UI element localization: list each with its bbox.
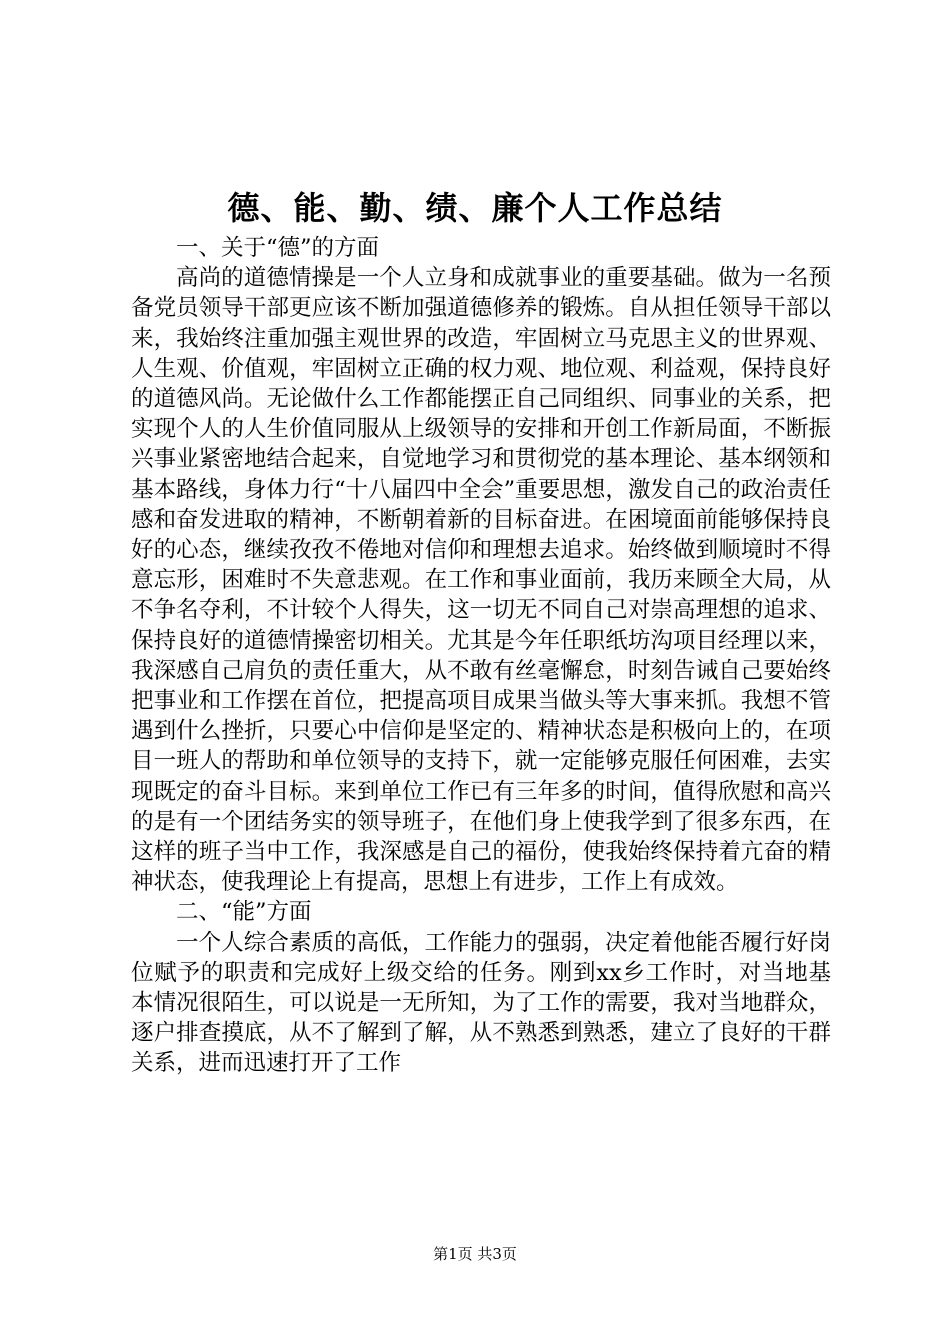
paragraph-neng: 一个人综合素质的高低，工作能力的强弱，决定着他能否履行好岗位赋予的职责和完成好上级交给的任务。刚到xx乡工作时，对当地基本情况很陌生，可以说是一无所知，为了工作的需要，我对当地群众，逐户排查摸底，从不了解到了解，从不熟悉到熟悉，建立了良好的干群关系，进而迅速打开了工作 <box>131 929 831 1077</box>
paragraph-de: 高尚的道德情操是一个人立身和成就事业的重要基础。做为一名预备党员领导干部更应该不断加强道德修养的锻炼。自从担任领导干部以来，我始终注重加强主观世界的改造，牢固树立马克思主义的世界观、人生观、价值观，牢固树立正确的权力观、地位观、利益观，保持良好的道德风尚。无论做什么工作都能摆正自己同组织、同事业的关系，把实现个人的人生价值同服从上级领导的安排和开创工作新局面，不断振兴事业紧密地结合起来，自觉地学习和贯彻党的基本理论、基本纲领和基本路线，身体力行“十八届四中全会”重要思想，激发自己的政治责任感和奋发进取的精神，不断朝着新的目标奋进。在困境面前能够保持良好的心态，继续孜孜不倦地对信仰和理想去追求。始终做到顺境时不得意忘形，困难时不失意悲观。在工作和事业面前，我历来顾全大局，从不争名夺利，不计较个人得失，这一切无不同自己对崇高理想的追求、保持良好的道德情操密切相关。尤其是今年任职纸坊沟项目经理以来，我深感自己肩负的责任重大，从不敢有丝毫懈怠，时刻告诫自己要始终把事业和工作摆在首位，把提高项目成果当做头等大事来抓。我想不管遇到什么挫折，只要心中信仰是坚定的、精神状态是积极向上的，在项目一班人的帮助和单位领导的支持下，就一定能够克服任何困难，去实现既定的奋斗目标。来到单位工作已有三年多的时间，值得欣慰和高兴的是有一个团结务实的领导班子，在他们身上使我学到了很多东西，在这样的班子当中工作，我深感是自己的福份，使我始终保持着亢奋的精神状态，使我理论上有提高，思想上有进步，工作上有成效。 <box>131 265 831 896</box>
page-footer: 第1页 共3页 <box>433 1245 517 1263</box>
section-heading-de: 一、关于“德”的方面 <box>176 235 380 261</box>
document-title: 德、能、勤、绩、廉个人工作总结 <box>227 189 723 227</box>
section-heading-neng: 二、“能”方面 <box>176 899 312 926</box>
document-body <box>131 233 831 1079</box>
